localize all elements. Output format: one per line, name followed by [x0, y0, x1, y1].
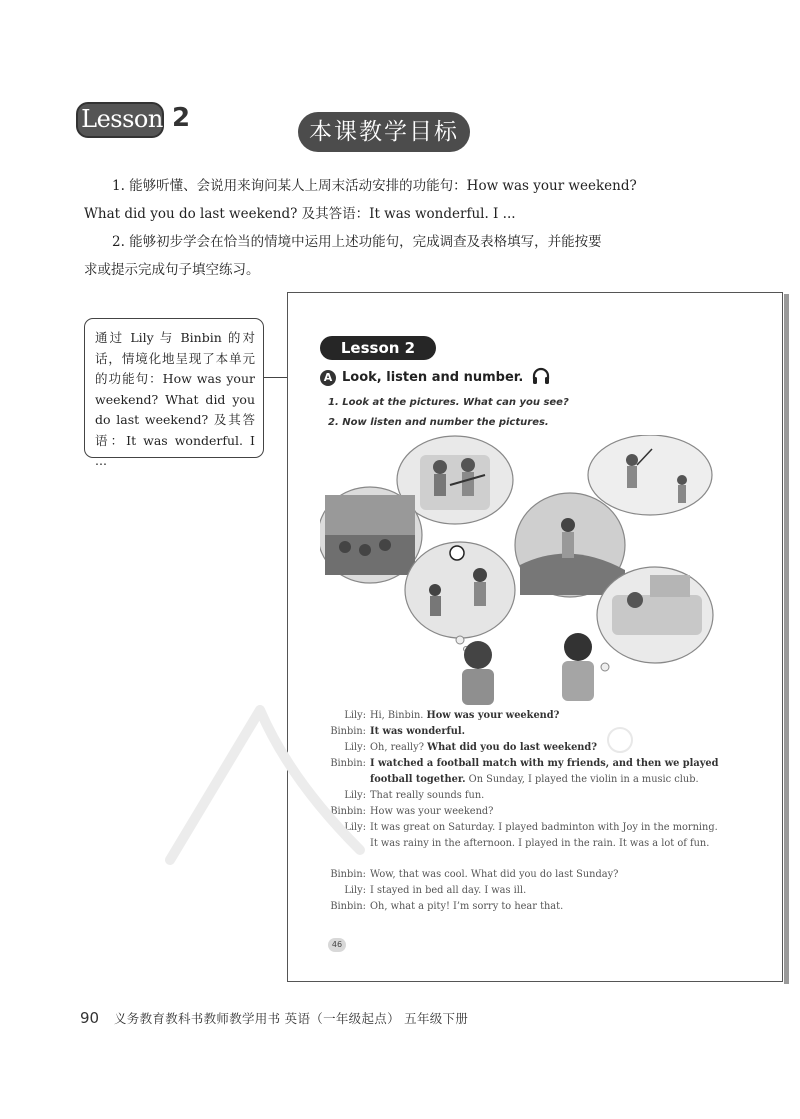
objectives-title: 本课教学目标 — [298, 112, 470, 152]
textbook-lesson-label: Lesson 2 — [320, 336, 436, 360]
section-title: Look, listen and number. — [342, 370, 524, 385]
headphones-icon — [531, 366, 551, 386]
dialogue-line: Lily: I stayed in bed all day. I was ill. — [344, 885, 527, 896]
objective-1-line-1: 1. 能够听懂、会说用来询问某人上周末活动安排的功能句：How was your weekend? — [112, 178, 637, 194]
dialogue-line: Lily: Hi, Binbin. How was your weekend? — [344, 710, 560, 721]
kids-football-bubble — [405, 542, 515, 652]
side-note — [84, 318, 264, 468]
objective-2-line-2: 求或提示完成句子填空练习。 — [84, 262, 260, 278]
objective-2-line-1: 2. 能够初步学会在恰当的情境中运用上述功能句，完成调查及表格填写，并能按要 — [112, 234, 602, 250]
dialogue-line: Lily: That really sounds fun. — [344, 790, 485, 801]
publisher-watermark — [150, 700, 670, 900]
football-match-bubble — [320, 487, 422, 583]
rain-play-bubble — [515, 493, 625, 597]
section-letter-badge: A — [320, 370, 336, 386]
instruction-1: 1. Look at the pictures. What can you see? — [328, 397, 569, 408]
lily-character — [562, 633, 594, 701]
textbook-page-shadow — [784, 294, 789, 984]
side-note-text: 通过 Lily 与 Binbin 的对话，情境化地呈现了本单元的功能句：How was your weekend? What did you do last weekend? 及其答语：It was wonderful. I ... — [95, 330, 255, 468]
lesson-badge-label: Lesson — [81, 105, 163, 133]
footer-page-number: 90 — [80, 1009, 100, 1027]
binbin-character — [462, 641, 494, 705]
textbook-page-number: 46 — [328, 938, 346, 952]
dialogue-line: Binbin: I watched a football match with my friends, and then we played football together. On Sunday, I played the violin in a music club. — [330, 758, 719, 785]
dialogue-line: Binbin: It was wonderful. — [330, 726, 466, 737]
dialogue-line: Lily: It was great on Saturday. I played badminton with Joy in the morning. It was rainy in the afternoon. I played in the rain. It was a lot of fun. — [344, 822, 718, 849]
dialogue-line: Binbin: Oh, what a pity! I’m sorry to hear that. — [330, 901, 564, 912]
instruction-2: 2. Now listen and number the pictures. — [328, 417, 549, 428]
lesson-number: 2 — [172, 103, 191, 133]
objective-2 — [84, 228, 716, 284]
dialogue-line: Binbin: Wow, that was cool. What did you do last Sunday? — [330, 869, 619, 880]
objective-1 — [84, 172, 716, 228]
badminton-bubble — [588, 435, 712, 515]
ill-in-bed-bubble — [597, 567, 713, 671]
lesson-illustration — [320, 435, 720, 705]
footer-book-title: 义务教育教科书教师教学用书 英语（一年级起点） 五年级下册 — [114, 1011, 469, 1026]
objective-1-line-2: What did you do last weekend? 及其答语：It was wonderful. I ... — [84, 206, 516, 222]
dialogue-line: Lily: Oh, really? What did you do last weekend? — [344, 742, 598, 753]
dialogue-line: Binbin: How was your weekend? — [330, 806, 494, 817]
